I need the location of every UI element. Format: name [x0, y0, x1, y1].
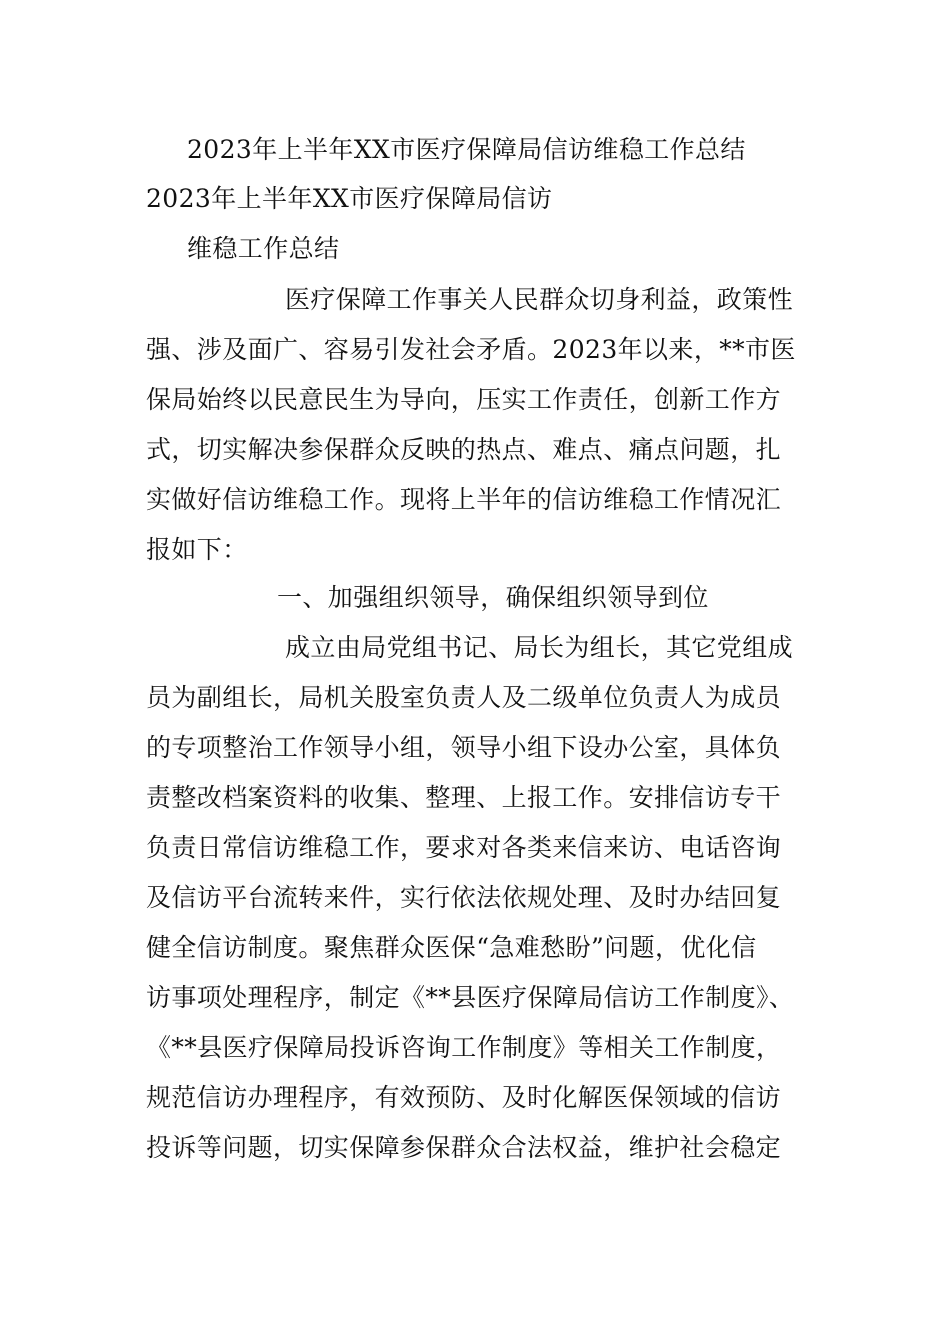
- paragraph-line: 访事项处理程序，制定《**县医疗保障局信访工作制度》、: [146, 983, 795, 1012]
- paragraph-line: 《**县医疗保障局投诉咨询工作制度》等相关工作制度，: [146, 1033, 782, 1062]
- paragraph-line: 医疗保障工作事关人民群众切身利益，政策性: [285, 285, 794, 314]
- paragraph-line: 投诉等问题，切实保障参保群众合法权益，维护社会稳定: [146, 1133, 782, 1162]
- paragraph-line: 报如下：: [146, 535, 248, 564]
- paragraph-line: 实做好信访维稳工作。现将上半年的信访维稳工作情况汇: [146, 485, 782, 514]
- paragraph-line: 责整改档案资料的收集、整理、上报工作。安排信访专干: [146, 783, 782, 812]
- paragraph-line: 的专项整治工作领导小组，领导小组下设办公室，具体负: [146, 733, 782, 762]
- section-1-heading: 一、加强组织领导，确保组织领导到位: [277, 583, 709, 612]
- paragraph-line: 规范信访办理程序，有效预防、及时化解医保领域的信访: [146, 1083, 782, 1112]
- document-title-line-1: 2023年上半年XX市医疗保障局信访维稳工作总结: [187, 135, 746, 164]
- paragraph-line: 成立由局党组书记、局长为组长，其它党组成: [285, 633, 794, 662]
- document-title-line-3: 维稳工作总结: [187, 234, 340, 263]
- paragraph-line: 员为副组长，局机关股室负责人及二级单位负责人为成员: [146, 683, 782, 712]
- document-title-line-2: 2023年上半年XX市医疗保障局信访: [146, 184, 553, 213]
- paragraph-line: 强、涉及面广、容易引发社会矛盾。2023年以来，**市医: [146, 335, 796, 364]
- paragraph-line: 健全信访制度。聚焦群众医保“急难愁盼”问题，优化信: [146, 933, 757, 962]
- paragraph-line: 及信访平台流转来件，实行依法依规处理、及时办结回复: [146, 883, 782, 912]
- paragraph-line: 负责日常信访维稳工作，要求对各类来信来访、电话咨询: [146, 833, 782, 862]
- paragraph-line: 式，切实解决参保群众反映的热点、难点、痛点问题，扎: [146, 435, 782, 464]
- paragraph-line: 保局始终以民意民生为导向，压实工作责任，创新工作方: [146, 385, 782, 414]
